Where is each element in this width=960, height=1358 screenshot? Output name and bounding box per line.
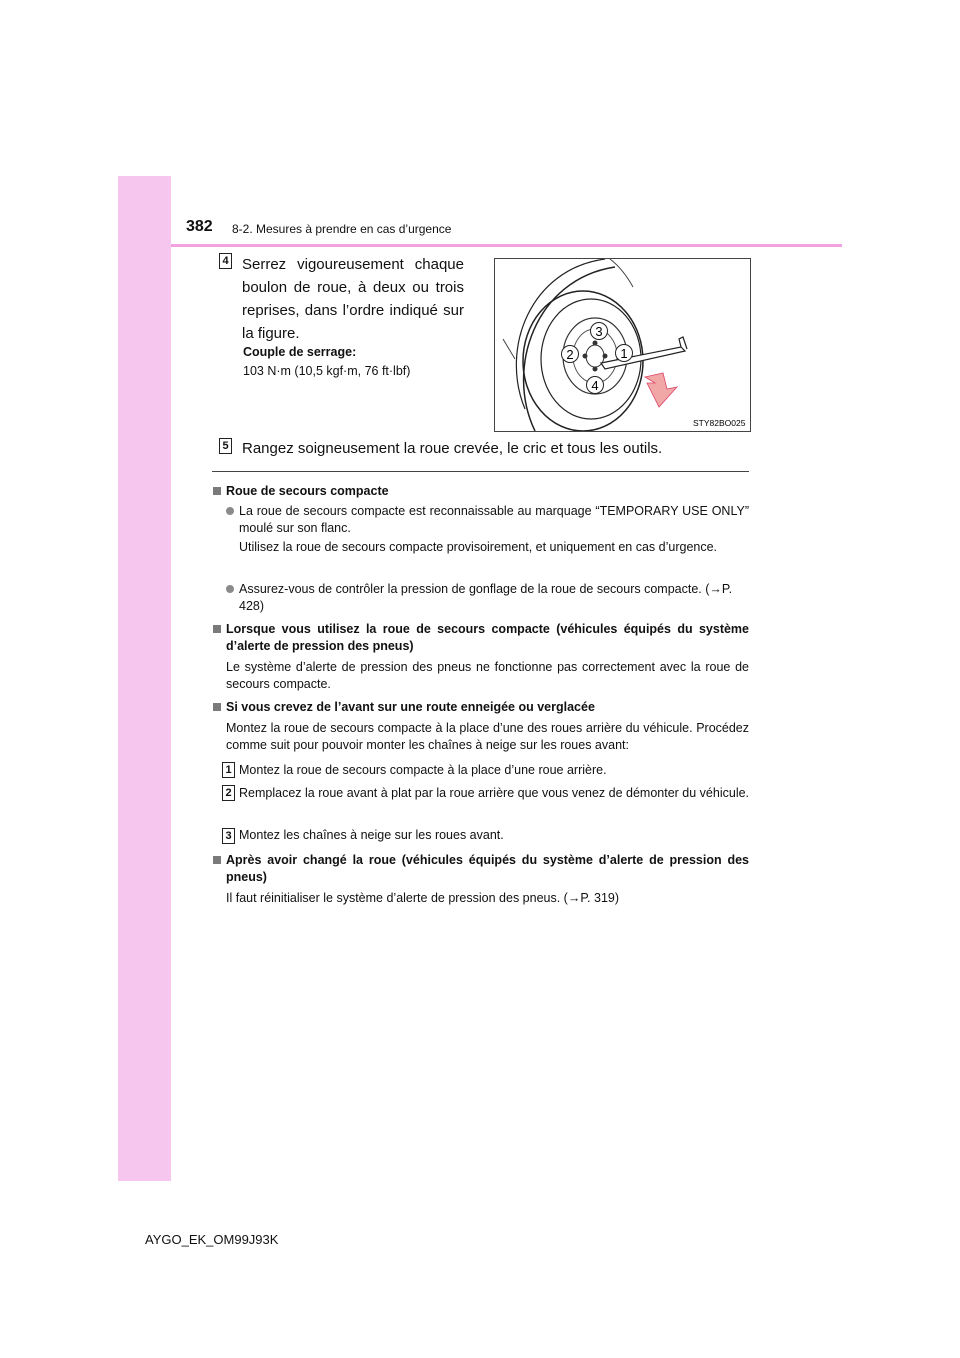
snowy-step-2-text: Remplacez la roue avant à plat par la roue arrière que vous venez de démonter du véhicule. — [239, 786, 750, 800]
turn-arrow — [645, 373, 677, 407]
note-tpws-spare-title: Lorsque vous utilisez la roue de secours compacte (véhicules équipés du système d’alerte de pression des pneus) — [226, 622, 749, 653]
svg-text:2: 2 — [566, 347, 574, 362]
svg-text:1: 1 — [620, 346, 628, 361]
note-after-change-title: Après avoir changé la roue (véhicules équipés du système d’alerte de pression des pneus) — [226, 853, 749, 884]
torque-label: Couple de serrage: — [243, 345, 357, 359]
wheel-tightening-figure — [494, 258, 751, 432]
step-badge-3: 3 — [222, 828, 235, 844]
note-compact-spare-title: Roue de secours compacte — [226, 484, 389, 498]
section-divider — [212, 471, 749, 472]
callout-2 — [562, 346, 579, 363]
step-badge-5: 5 — [219, 438, 232, 454]
square-bullet — [213, 625, 221, 633]
note-snowy-road-title: Si vous crevez de l’avant sur une route enneigée ou verglacée — [226, 700, 595, 714]
note-tpws-spare-body: Le système d’alerte de pression des pneus ne fonctionne pas correctement avec la roue de secours compacte. — [226, 660, 749, 691]
snowy-step-1-text: Montez la roue de secours compacte à la place d’une roue arrière. — [239, 763, 607, 777]
step-badge-1: 1 — [222, 762, 235, 778]
circle-bullet — [226, 507, 234, 515]
header-rule — [171, 244, 842, 247]
figure-code: STY82BO025 — [693, 418, 746, 428]
square-bullet — [213, 703, 221, 711]
page-number: 382 — [186, 218, 213, 235]
wheel-illustration — [495, 259, 750, 431]
note-snowy-road-body: Montez la roue de secours compacte à la place d’une des roues arrière du véhicule. Procédez comme suit pour pouvoir monter les chaînes à neige sur les roues avant: — [226, 721, 749, 752]
step-badge-2: 2 — [222, 785, 235, 801]
square-bullet — [213, 856, 221, 864]
step-badge-4: 4 — [219, 253, 232, 269]
callout-3 — [591, 323, 608, 340]
note-compact-spare-bullet1-cont: Utilisez la roue de secours compacte provisoirement, et uniquement en cas d’urgence. — [239, 540, 718, 554]
torque-value: 103 N·m (10,5 kgf·m, 76 ft·lbf) — [243, 364, 411, 378]
svg-text:3: 3 — [595, 324, 603, 339]
circle-bullet — [226, 585, 234, 593]
section-title: 8-2. Mesures à prendre en cas d’urgence — [232, 222, 452, 236]
svg-text:4: 4 — [591, 378, 599, 393]
footer-manual-code: AYGO_EK_OM99J93K — [145, 1232, 279, 1247]
note-after-change-body: Il faut réinitialiser le système d’alerte de pression des pneus. (→P. 319) — [226, 891, 620, 905]
side-margin-band — [118, 176, 171, 1181]
step-5-text: Rangez soigneusement la roue crevée, le cric et tous les outils. — [242, 440, 663, 457]
snowy-step-3-text: Montez les chaînes à neige sur les roues avant. — [239, 828, 504, 842]
note-compact-spare-bullet1: La roue de secours compacte est reconnaissable au marquage “TEMPORARY USE ONLY” moulé sur son flanc. — [239, 504, 749, 535]
callout-4 — [587, 377, 604, 394]
callout-1 — [616, 345, 633, 362]
square-bullet — [213, 487, 221, 495]
step-4-text: Serrez vigoureusement chaque boulon de roue, à deux ou trois reprises, dans l’ordre indiqué sur la figure. — [242, 256, 464, 342]
note-compact-spare-bullet2: Assurez-vous de contrôler la pression de gonflage de la roue de secours compacte. (→P. 428) — [239, 582, 733, 613]
